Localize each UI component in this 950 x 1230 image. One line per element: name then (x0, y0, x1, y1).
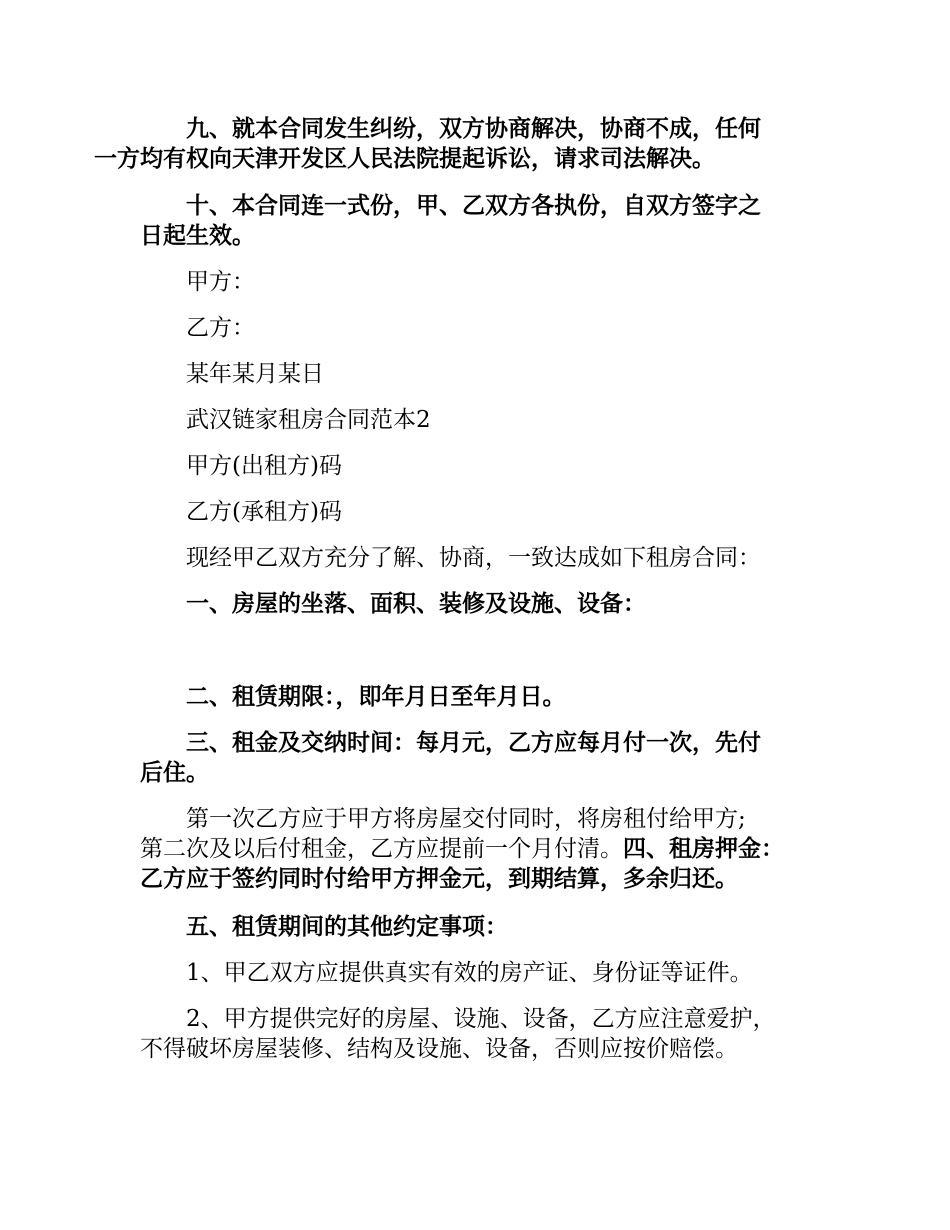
contract-title: 武汉链家租房合同范本2 (186, 407, 431, 433)
clause-3-line-1: 三、租金及交纳时间：每月元，乙方应每月付一次，先付 (186, 729, 761, 756)
clause-3-line-2: 后住。 (140, 759, 209, 786)
clause-5-item-2-line-2: 不得破坏房屋装修、结构及设施、设备，否则应按价赔偿。 (140, 1036, 738, 1062)
clause-9-line-1: 九、就本合同发生纠纷，双方协商解决，协商不成，任何 (186, 115, 761, 142)
party-b-lessee: 乙方(承租方)码 (186, 499, 342, 525)
clause-4-deposit: 乙方应于签约同时付给甲方押金元，到期结算，多余归还。 (140, 865, 738, 892)
clause-10-line-1: 十、本合同连一式份，甲、乙双方各执份，自双方签字之 (186, 192, 761, 219)
clause-5-item-1: 1、甲乙双方应提供真实有效的房产证、身份证等证件。 (186, 960, 753, 986)
clause-1-heading: 一、房屋的坐落、面积、装修及设施、设备： (186, 590, 646, 617)
preamble: 现经甲乙双方充分了解、协商，一致达成如下租房合同： (186, 545, 761, 571)
clause-5-item-2 (140, 1004, 810, 1064)
party-b-signature: 乙方： (186, 315, 255, 341)
clause-5-item-2-line-1: 2、甲方提供完好的房屋、设施、设备，乙方应注意爱护， (186, 1006, 776, 1032)
payment-terms-line-2 (94, 834, 810, 864)
clause-2-term: 二、租赁期限：，即年月日至年月日。 (186, 683, 566, 710)
party-a-lessor: 甲方(出租方)码 (186, 453, 342, 479)
party-a-signature: 甲方： (186, 269, 255, 295)
payment-terms-line-1: 第一次乙方应于甲方将房屋交付同时，将房租付给甲方; (186, 806, 746, 832)
clause-9 (94, 114, 810, 174)
clause-10-line-2: 日起生效。 (140, 222, 255, 249)
payment-terms-line-2-text: 第二次及以后付租金，乙方应提前一个月付清。 (140, 836, 623, 862)
clause-4-heading: 四、租房押金： (623, 835, 784, 862)
clause-5-heading: 五、租赁期间的其他约定事项： (186, 913, 508, 940)
signing-date: 某年某月某日 (186, 361, 324, 387)
clause-10 (140, 191, 810, 251)
payment-terms (140, 804, 810, 894)
clause-9-line-2: 一方均有权向天津开发区人民法院提起诉讼，请求司法解决。 (94, 145, 715, 172)
clause-3-rent (140, 728, 810, 788)
